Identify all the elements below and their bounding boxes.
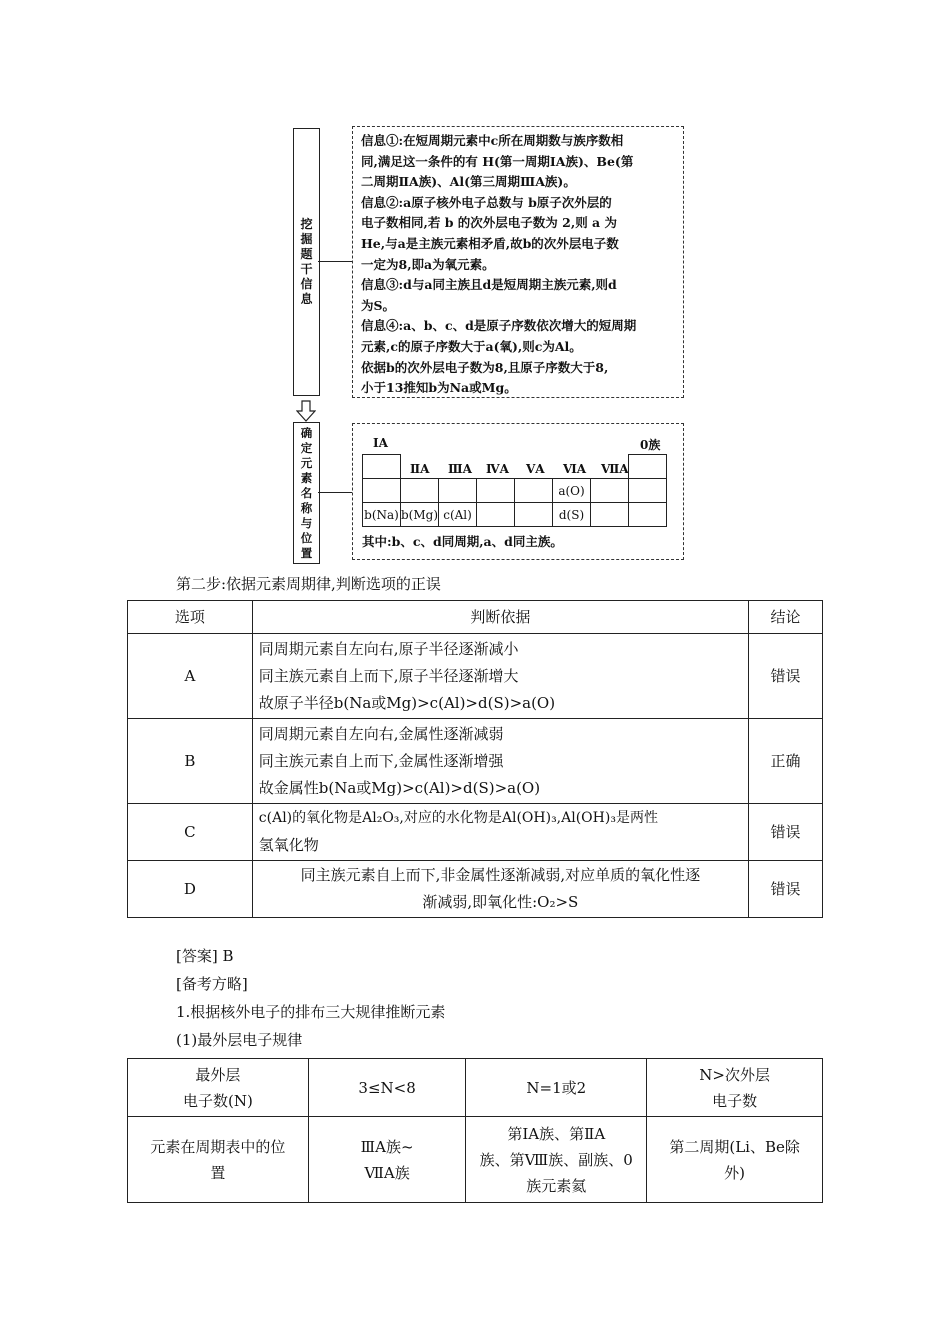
sub-heading: (1)最外层电子规律 [176, 1031, 303, 1049]
basis-line: 渐减弱,即氧化性:O₂>S [422, 893, 579, 911]
cell-line: 置 [210, 1163, 226, 1182]
label-char: 确 [300, 425, 313, 440]
basis-cell [252, 804, 748, 861]
table-row [128, 1059, 823, 1117]
basis-line: 故金属性b(Na或Mg)>c(Al)>d(S)>a(O) [258, 778, 541, 797]
rule-heading: 1.根据核外电子的排布三大规律推断元素 [176, 1003, 446, 1021]
table-header-row [128, 601, 823, 634]
cell-line: 第二周期(Li、Be除 [669, 1137, 800, 1156]
judgement-table [127, 600, 823, 918]
header-cell [128, 1059, 309, 1117]
basis-line: 氢氧化物 [258, 836, 319, 854]
answer-line: [答案] B [176, 947, 234, 965]
header-cell: 3≤N<8 [308, 1059, 465, 1117]
cell-line: 最外层 [195, 1065, 241, 1084]
data-cell [308, 1117, 465, 1203]
cell-line: 电子数(N) [183, 1091, 253, 1110]
label-char: 息 [300, 292, 313, 306]
data-cell [466, 1117, 647, 1203]
periodic-note: 其中:b、c、d同周期,a、d同主族。 [362, 534, 563, 549]
cell [363, 455, 401, 479]
label-char: 元 [300, 455, 313, 470]
cell [363, 479, 401, 503]
group-VA-label: ⅤA [526, 462, 545, 476]
group-VIIA-label: ⅦA [601, 462, 629, 476]
down-arrow-icon [296, 400, 316, 422]
step-label-determine-elements [293, 422, 320, 564]
cell-line: 外) [724, 1163, 746, 1182]
info-line: 信息①:在短周期元素中c所在周期数与族序数相 [361, 133, 624, 148]
table-row [128, 861, 823, 918]
cell [515, 503, 553, 527]
header-result: 结论 [748, 601, 822, 634]
basis-line: c(Al)的氧化物是Al₂O₃,对应的水化物是Al(OH)₃,Al(OH)₃是两性 [258, 810, 658, 826]
cell-line: 族、第Ⅷ族、副族、0 [479, 1150, 633, 1169]
basis-cell [252, 719, 748, 804]
cell [477, 503, 515, 527]
label-char: 挖 [300, 217, 313, 231]
cell-b-na: b(Na) [363, 503, 401, 527]
table-row [128, 719, 823, 804]
group-IIIA-label: ⅢA [448, 462, 472, 476]
option-cell: B [128, 719, 253, 804]
cell-line: 元素在周期表中的位 [150, 1137, 286, 1156]
periodic-box [352, 423, 684, 560]
info-line: 小于13推知b为Na或Mg。 [361, 380, 517, 396]
cell [629, 503, 667, 527]
info-box [352, 126, 684, 398]
info-line: 二周期ⅡA族)、Al(第三周期ⅢA族)。 [361, 174, 576, 190]
cell-a: a(O) [553, 479, 591, 503]
info-text [361, 131, 683, 399]
cell-line: ⅦA族 [364, 1163, 410, 1182]
info-line: 为S。 [361, 297, 396, 313]
cell [401, 479, 439, 503]
info-line: He,与a是主族元素相矛盾,故b的次外层电子数 [361, 235, 619, 251]
step-label-mine-info [293, 128, 320, 396]
cell [629, 455, 667, 479]
group-0-label: 0族 [640, 438, 661, 452]
cell-line: 电子数 [712, 1091, 758, 1110]
label-char: 位 [300, 530, 313, 545]
result-cell: 错误 [748, 861, 822, 918]
cell [439, 479, 477, 503]
group-IA-label: ⅠA [373, 436, 388, 450]
step2-title: 第二步:依据元素周期律,判断选项的正误 [176, 575, 441, 593]
label-char: 称 [300, 500, 313, 515]
label-char: 干 [300, 262, 313, 276]
table-row [128, 804, 823, 861]
option-cell: C [128, 804, 253, 861]
option-cell: D [128, 861, 253, 918]
info-line: 同,满足这一条件的有 H(第一周期ⅠA族)、Be(第 [361, 153, 634, 169]
label-char: 与 [300, 515, 313, 530]
info-line: 元素,c的原子序数大于a(氧),则c为Al。 [361, 338, 582, 354]
info-line: 电子数相同,若 b 的次外层电子数为 2,则 a 为 [361, 215, 618, 231]
periodic-table-fragment [362, 454, 667, 527]
option-cell: A [128, 634, 253, 719]
cell-line: N>次外层 [699, 1065, 770, 1084]
cell-b-mg: b(Mg) [401, 503, 439, 527]
info-line: 信息③:d与a同主族且d是短周期主族元素,则d [361, 277, 617, 293]
strategy-line: [备考方略] [176, 975, 248, 993]
cell [591, 503, 629, 527]
basis-line: 同主族元素自上而下,非金属性逐渐减弱,对应单质的氧化性逐 [300, 866, 701, 884]
group-IVA-label: ⅣA [486, 462, 509, 476]
header-option: 选项 [128, 601, 253, 634]
basis-cell [252, 861, 748, 918]
table-row [128, 634, 823, 719]
basis-line: 同周期元素自左向右,原子半径逐渐减小 [258, 639, 519, 658]
header-cell [647, 1059, 823, 1117]
info-line: 依据b的次外层电子数为8,且原子序数大于8, [361, 359, 609, 375]
cell-c: c(Al) [439, 503, 477, 527]
info-line: 一定为8,即a为氧元素。 [361, 256, 495, 272]
cell [629, 479, 667, 503]
header-basis: 判断依据 [252, 601, 748, 634]
label-char: 掘 [300, 232, 313, 246]
label-char: 名 [300, 485, 313, 500]
label-char: 素 [300, 470, 313, 485]
data-cell [128, 1117, 309, 1203]
cell-line: 第ⅠA族、第ⅡA [507, 1124, 606, 1143]
table-row [128, 1117, 823, 1203]
basis-line: 同主族元素自上而下,原子半径逐渐增大 [258, 666, 519, 685]
result-cell: 错误 [748, 634, 822, 719]
label-char: 信 [300, 277, 313, 291]
label-char: 定 [300, 440, 313, 455]
basis-line: 故原子半径b(Na或Mg)>c(Al)>d(S)>a(O) [258, 693, 556, 712]
label-char: 置 [300, 545, 313, 560]
cell-line: 族元素氦 [526, 1176, 587, 1195]
label-char: 题 [300, 247, 313, 261]
basis-line: 同主族元素自上而下,金属性逐渐增强 [258, 751, 504, 770]
cell [477, 479, 515, 503]
cell-line: ⅢA族~ [360, 1137, 414, 1156]
cell [591, 479, 629, 503]
connector-line [318, 492, 352, 493]
info-line: 信息④:a、b、c、d是原子序数依次增大的短周期 [361, 318, 637, 334]
result-cell: 正确 [748, 719, 822, 804]
result-cell: 错误 [748, 804, 822, 861]
basis-cell [252, 634, 748, 719]
header-cell: N=1或2 [466, 1059, 647, 1117]
group-VIA-label: ⅥA [563, 462, 587, 476]
basis-line: 同周期元素自左向右,金属性逐渐减弱 [258, 724, 504, 743]
group-IIA-label: ⅡA [410, 462, 430, 476]
cell [515, 479, 553, 503]
connector-line [318, 261, 352, 262]
outer-electron-rule-table [127, 1058, 823, 1203]
info-line: 信息②:a原子核外电子总数与 b原子次外层的 [361, 194, 612, 210]
data-cell [647, 1117, 823, 1203]
cell-d: d(S) [553, 503, 591, 527]
